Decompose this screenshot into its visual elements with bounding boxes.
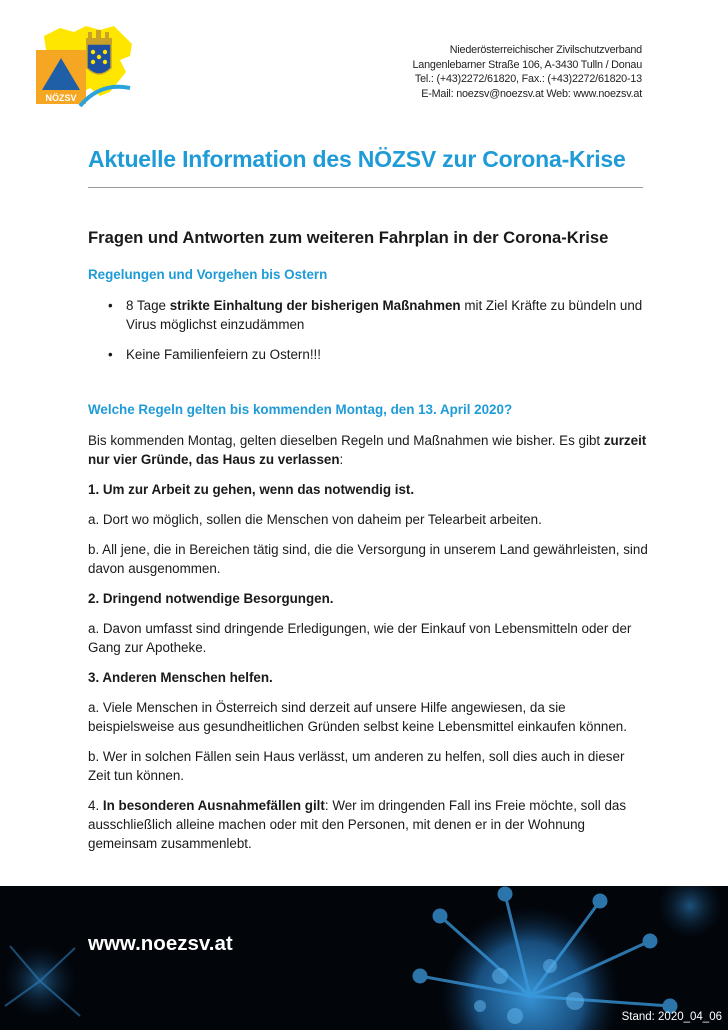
rule-1-b: b. All jene, die in Bereichen tätig sind, die die Versorgung in unserem Land gewährleisten, sind davon ausgenommen. <box>88 542 648 576</box>
stand-date: Stand: 2020_04_06 <box>621 1011 722 1023</box>
list-item: • 8 Tage strikte Einhaltung der bisherigen Maßnahmen mit Ziel Kräfte zu bündeln und Virus möglichst einzudämmen <box>108 298 643 332</box>
rule-3-a: a. Viele Menschen in Österreich sind derzeit auf unsere Hilfe angewiesen, da sie beispielsweise aus gesundheitlichen Gründen selbst keine Lebensmittel einkaufen können. <box>88 700 627 734</box>
virus-illustration <box>0 886 728 1030</box>
section-heading-ostern: Regelungen und Vorgehen bis Ostern <box>88 267 328 282</box>
org-name: Niederösterreichischer Zivilschutzverband <box>449 44 642 56</box>
footer-banner <box>0 886 728 1030</box>
rule-2-heading: 2. Dringend notwendige Besorgungen. <box>88 591 334 606</box>
phone-line: Tel.: (+43)2272/61820, Fax.: (+43)2272/61820-13 <box>414 73 642 86</box>
rule-3-b: b. Wer in solchen Fällen sein Haus verlässt, um anderen zu helfen, soll dies auch in dieser Zeit tun können. <box>88 749 625 783</box>
email-web-line: E-Mail: noezsv@noezsv.at Web: www.noezsv.at <box>421 87 642 100</box>
footer-url: www.noezsv.at <box>88 932 233 955</box>
noezsv-logo <box>30 22 138 114</box>
bullet-list <box>88 296 648 364</box>
rule-3-heading: 3. Anderen Menschen helfen. <box>88 670 273 685</box>
bullet-icon: • <box>108 347 113 362</box>
page-title: Aktuelle Information des NÖZSV zur Corona-Krise <box>88 146 626 172</box>
title-divider <box>88 187 643 188</box>
logo-text: NÖZSV <box>45 93 77 103</box>
rule-2-a: a. Davon umfasst sind dringende Erledigungen, wie der Einkauf von Lebensmitteln oder der Gang zur Apotheke. <box>88 621 632 655</box>
intro-paragraph: Bis kommenden Montag, gelten dieselben Regeln und Maßnahmen wie bisher. Es gibt zurzeit nur vier Gründe, das Haus zu verlassen: <box>88 433 647 467</box>
bullet-icon: • <box>108 298 113 313</box>
address-line: Langenlebarner Straße 106, A-3430 Tulln / Donau <box>412 58 642 71</box>
subtitle-heading: Fragen und Antworten zum weiteren Fahrplan in der Corona-Krise <box>88 228 609 247</box>
contact-block <box>413 43 643 101</box>
bold-text: strikte Einhaltung der bisherigen Maßnahmen <box>169 298 461 313</box>
section-heading-regeln: Welche Regeln gelten bis kommenden Montag, den 13. April 2020? <box>88 402 513 417</box>
rule-1-a: a. Dort wo möglich, sollen die Menschen von daheim per Telearbeit arbeiten. <box>88 512 542 527</box>
document-body <box>88 228 648 864</box>
rule-4-paragraph: 4. In besonderen Ausnahmefällen gilt: Wer im dringenden Fall ins Freie möchte, soll das ausschließlich alleine machen oder mit den Personen, mit denen er in der Wohnung gemeinsam zusammenlebt. <box>88 798 627 851</box>
rule-1-heading: 1. Um zur Arbeit zu gehen, wenn das notwendig ist. <box>88 482 415 497</box>
list-item: • Keine Familienfeiern zu Ostern!!! <box>108 347 321 362</box>
